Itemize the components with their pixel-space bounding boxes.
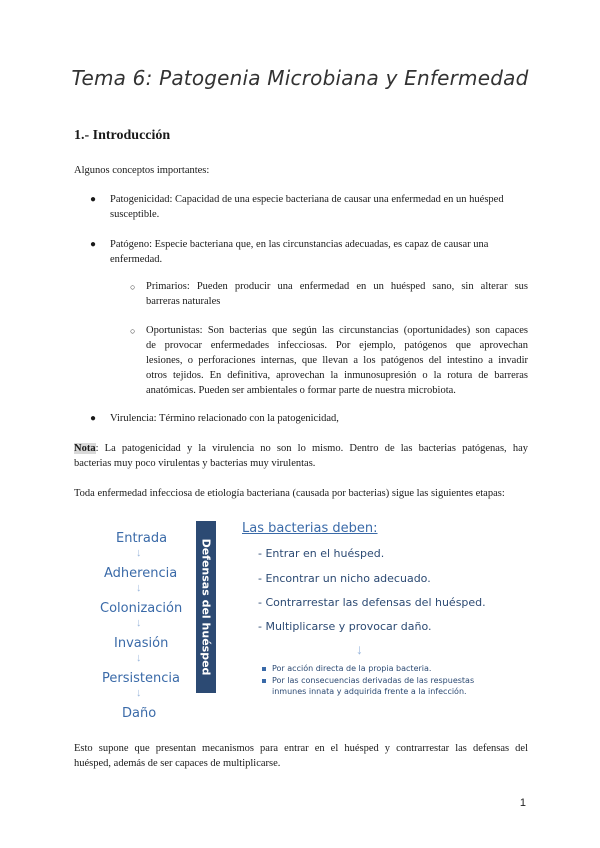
- arrow-down-icon: ↓: [136, 547, 142, 559]
- defensas-bar: [196, 521, 216, 693]
- arrow-down-icon: ↓: [356, 643, 363, 658]
- patogeno-line-1: Patógeno: Especie bacteriana que, en las circunstancias adecuadas, es capaz de causar una: [110, 239, 489, 250]
- nota-text: : La patogenicidad y la virulencia no son lo mismo. Dentro de las bacterias patógenas, hay: [95, 443, 528, 454]
- stage-persistencia: Persistencia: [102, 671, 180, 686]
- intro-text: Algunos conceptos importantes:: [74, 165, 210, 176]
- must-item: - Contrarrestar las defensas del huésped.: [258, 596, 486, 609]
- nota-line-2: bacterias muy poco virulentas y bacterias muy virulentas.: [74, 458, 316, 469]
- patogenicidad-line-2: susceptible.: [110, 209, 160, 220]
- stage-dano: Daño: [122, 706, 157, 721]
- arrow-down-icon: ↓: [136, 687, 142, 699]
- stage-entrada: Entrada: [116, 531, 168, 546]
- page-title: Tema 6: Patogenia Microbiana y Enfermedad: [71, 66, 529, 90]
- dano-sub-item: Por las consecuencias derivadas de las respuestas: [262, 675, 474, 686]
- closing-line-2: huésped, además de ser capaces de multiplicarse.: [74, 758, 281, 769]
- oportunistas-line-1: Oportunistas: Son bacterias que según las circunstancias (oportunidades) son capaces: [146, 325, 528, 336]
- dano-sub-item: Por acción directa de la propia bacteria.: [262, 663, 431, 674]
- bullet-icon: ●: [90, 239, 97, 250]
- closing-line-1: Esto supone que presentan mecanismos para entrar en el huésped y contrarrestar las defensas del: [74, 743, 528, 754]
- patogeno-line-2: enfermedad.: [110, 254, 163, 265]
- oportunistas-line-5: anatómicas. Pueden ser ambientales o formar parte de nuestra microbiota.: [146, 385, 456, 396]
- square-bullet-icon: [262, 679, 266, 683]
- bullet-icon: ●: [90, 194, 97, 205]
- sub-bullet-icon: ○: [130, 282, 136, 292]
- oportunistas-line-3: lesiones, o perforaciones internas, que llevan a los patógenos del intestino a invadir: [146, 355, 528, 366]
- primarios-line-2: barreras naturales: [146, 296, 221, 307]
- etapas-text: Toda enfermedad infecciosa de etiología bacteriana (causada por bacterias) sigue las siguientes etapas:: [74, 488, 505, 499]
- nota-label: Nota: [74, 443, 96, 454]
- arrow-down-icon: ↓: [136, 582, 142, 594]
- square-bullet-icon: [262, 667, 266, 671]
- dano-sub-item-cont: inmunes innata y adquirida frente a la infección.: [272, 687, 467, 696]
- nota-line-1: [74, 441, 528, 456]
- virulencia-text: Virulencia: Término relacionado con la patogenicidad,: [110, 413, 339, 424]
- oportunistas-line-4: otros tejidos. En definitiva, aprovechan la inmunosupresión o la rotura de barreras: [146, 370, 528, 381]
- bullet-icon: ●: [90, 413, 97, 424]
- must-item: - Encontrar un nicho adecuado.: [258, 572, 431, 585]
- sub-bullet-icon: ○: [130, 326, 136, 336]
- bacterias-deben-title: Las bacterias deben:: [242, 521, 378, 536]
- etapas-diagram: [90, 515, 520, 727]
- must-item: - Entrar en el huésped.: [258, 547, 385, 560]
- primarios-line-1: Primarios: Pueden producir una enfermedad en un huésped sano, sin alterar sus: [146, 281, 528, 292]
- arrow-down-icon: ↓: [136, 617, 142, 629]
- must-item: - Multiplicarse y provocar daño.: [258, 620, 432, 633]
- oportunistas-line-2: de provocar enfermedades infecciosas. Por ejemplo, patógenos que aprovechan: [146, 340, 528, 351]
- stage-invasion: Invasión: [114, 636, 169, 651]
- stage-colonizacion: Colonización: [100, 601, 183, 616]
- arrow-down-icon: ↓: [136, 652, 142, 664]
- stage-adherencia: Adherencia: [104, 566, 178, 581]
- patogenicidad-line-1: Patogenicidad: Capacidad de una especie bacteriana de causar una enfermedad en un huésped: [110, 194, 504, 205]
- defensas-label: Defensas del huésped: [199, 538, 213, 676]
- section-heading: 1.- Introducción: [74, 128, 171, 143]
- page-number: 1: [519, 797, 526, 809]
